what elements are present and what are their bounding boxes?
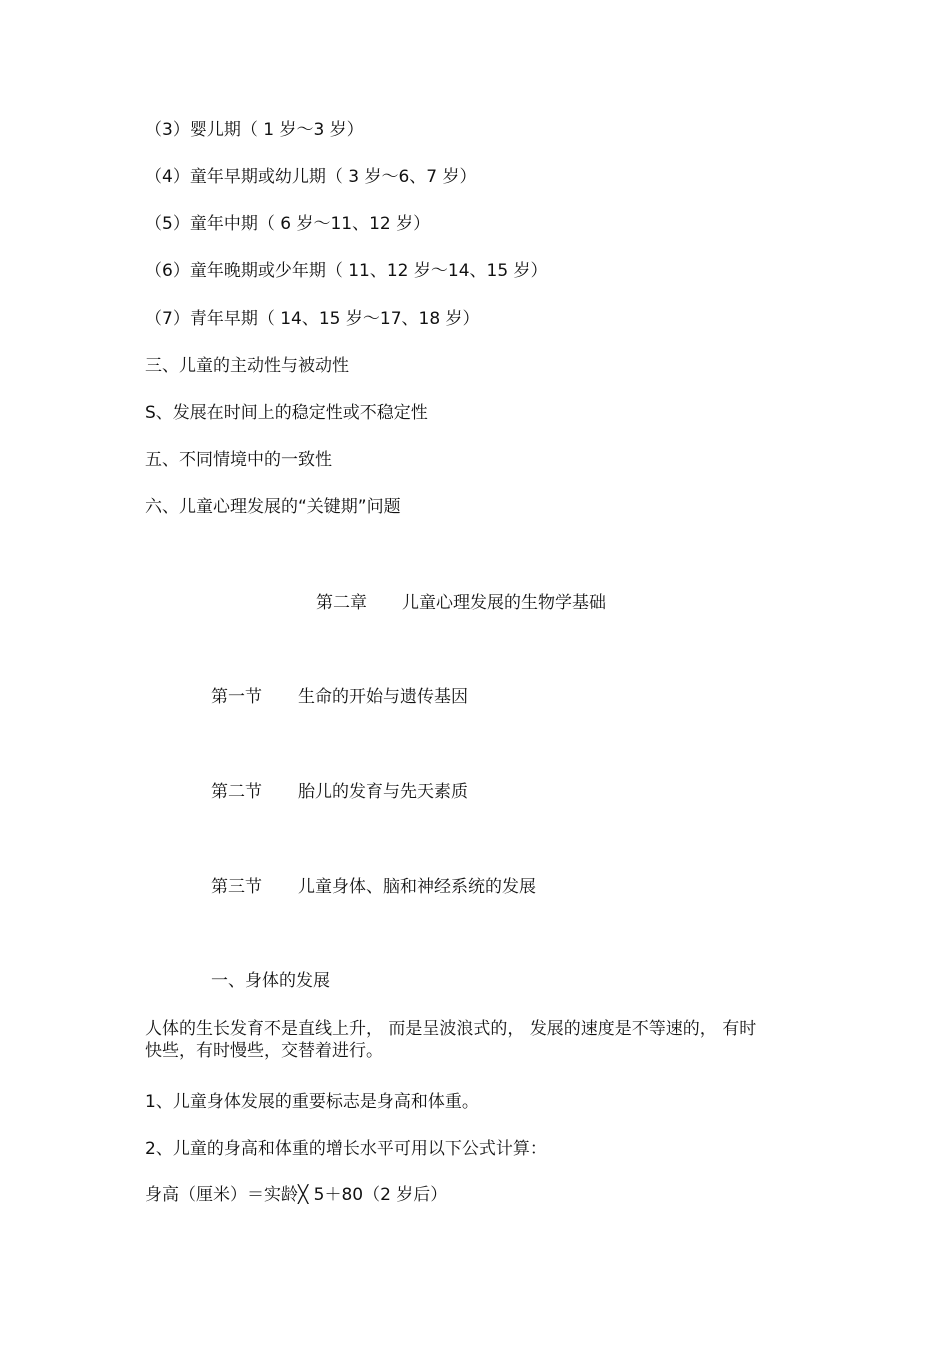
section-heading	[211, 686, 468, 708]
section-heading	[211, 876, 536, 898]
stage-line: （4）童年早期或幼儿期（ 3 岁～6、7 岁）	[145, 167, 477, 187]
formula-line: 身高（厘米）＝实龄╳ 5＋80（2 岁后）	[145, 1185, 448, 1205]
section-label: 第一节	[211, 687, 262, 707]
section-heading	[211, 781, 468, 803]
paragraph-segment: 人体的生长发育不是直线上升，	[145, 1019, 383, 1039]
paragraph-segment: 而是呈波浪式的，	[388, 1019, 525, 1039]
stage-line: （7）青年早期（ 14、15 岁～17、18 岁）	[145, 309, 480, 329]
chapter-title: 儿童心理发展的生物学基础	[402, 593, 606, 613]
stage-line: （5）童年中期（ 6 岁～11、12 岁）	[145, 214, 431, 234]
issue-heading: S、发展在时间上的稳定性或不稳定性	[145, 403, 428, 423]
section-label: 第三节	[211, 877, 262, 897]
paragraph-segment: 有时	[722, 1019, 757, 1039]
stage-line: （6）童年晚期或少年期（ 11、12 岁～14、15 岁）	[145, 261, 548, 281]
paragraph-line	[145, 1018, 810, 1040]
paragraph-segment: 发展的速度是不等速的，	[529, 1019, 717, 1039]
section-title: 儿童身体、脑和神经系统的发展	[298, 877, 536, 897]
issue-heading: 六、儿童心理发展的“关键期”问题	[145, 497, 401, 517]
stage-line: （3）婴儿期（ 1 岁～3 岁）	[145, 120, 364, 140]
section-title: 胎儿的发育与先天素质	[298, 782, 468, 802]
issue-heading: 三、儿童的主动性与被动性	[145, 356, 349, 376]
point-line: 1、儿童身体发展的重要标志是身高和体重。	[145, 1092, 479, 1112]
section-label: 第二节	[211, 782, 262, 802]
body-paragraph	[145, 1018, 810, 1062]
issue-heading: 五、不同情境中的一致性	[145, 450, 332, 470]
point-line: 2、儿童的身高和体重的增长水平可用以下公式计算：	[145, 1139, 547, 1159]
section-title: 生命的开始与遗传基因	[298, 687, 468, 707]
chapter-heading	[316, 592, 606, 614]
subheading: 一、身体的发展	[211, 971, 330, 991]
chapter-label: 第二章	[316, 593, 367, 613]
paragraph-line: 快些，有时慢些，交替着进行。	[145, 1041, 383, 1061]
